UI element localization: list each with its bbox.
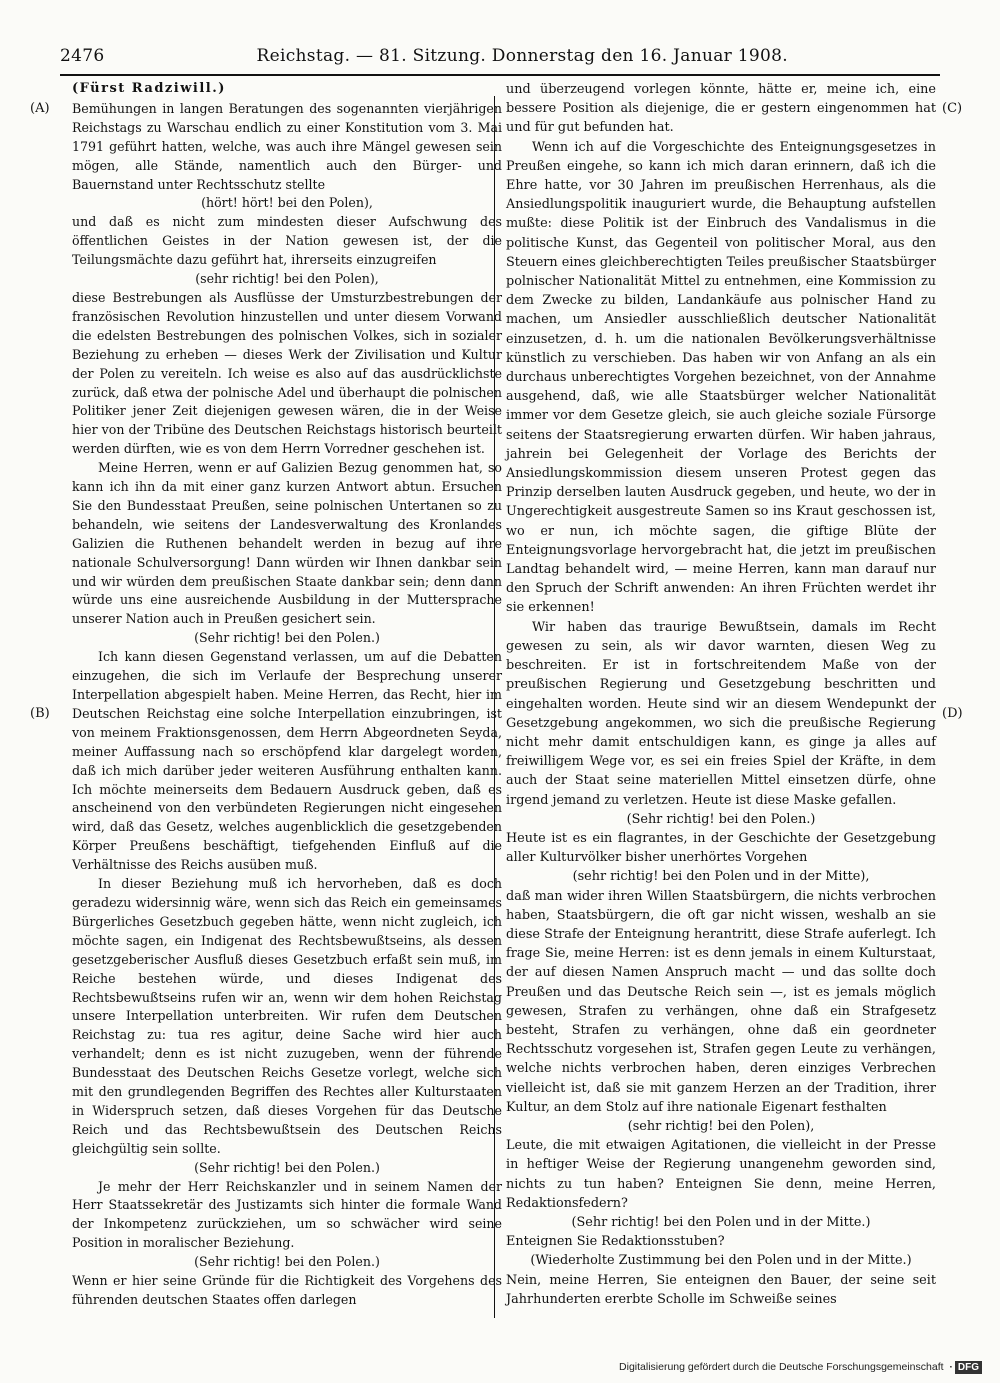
margin-marker-b: (B) xyxy=(30,706,50,721)
paragraph: Ich kann diesen Gegenstand verlassen, um auf die Debatten einzugehen, die sich im Verlaufe der Besprechung unserer Interpellation abgespielt haben. Meine Herren, das Recht, hier im Deutschen Reichstag eine solche Interpellation einzubringen, ist von meinem Fraktionsgenossen, dem Herrn Abgeordneten Seyda, meiner Auffassung nach so erschöpfend klar dargelegt worden, daß ich mich darüber jeder weiteren Ausführung enthalten kann. Ich möchte meinerseits dem Bedauern Ausdruck geben, daß es anscheinend von den verbündeten Regierungen nicht eingesehen wird, daß das Gesetz, welches augenblicklich die gesetzgebenden Körper Preußens beschäftigt, tiefgehenden Einfluß auf die Verhältnisse des Reichs ausüben muß. xyxy=(72,649,502,873)
interjection: (Sehr richtig! bei den Polen.) xyxy=(194,630,380,646)
paragraph: In dieser Beziehung muß ich hervorheben, daß es doch geradezu widersinnig wäre, wenn sich das Reich ein gemeinsames Bürgerliches Gesetzbuch gegeben hätte, wenn nicht zugleich, ich möchte sagen, ein Indigenat des Rechtsbewußtseins, als dessen gesetzgeberischer Ausfluß dieses Gesetzbuch erfaßt sein muß, im Reiche bestehen würde, und dieses Indigenat des Rechtsbewußtseins rufen wir an, wenn wir dem hohen Reichstag unsere Interpellation unterbreiten. Wir rufen dem Deutschen Reichstag zu: tua res agitur, deine Sache wird hier auch verhandelt; denn es ist nicht zuzugeben, wenn der führende Bundesstaat des Deutschen Reichs Gesetze vorlegt, welche sich mit den grundlegenden Begriffen des Rechtes aller Kulturstaaten in Widerspruch setzen, daß dieses Vorgehen für das Deutsche Reich und das Rechtsbewußtsein des Deutschen Reichs gleichgültig sein sollte. xyxy=(72,876,502,1156)
paragraph: Bemühungen in langen Beratungen des sogenannten vierjährigen Reichstags zu Warschau endlich zu einer Konstitution vom 3. Mai 1791 geführt hatten, welche, was auch ihre Mängel gewesen sein mögen, alle Stände, namentlich auch den Bürger- und Bauernstand unter Rechtsschutz stellte xyxy=(72,100,502,192)
interjection: (Wiederholte Zustimmung bei den Polen und in der Mitte.) xyxy=(530,1253,912,1269)
margin-marker-a: (A) xyxy=(30,101,50,116)
page-number: 2476 xyxy=(60,46,105,66)
paragraph: und daß es nicht zum mindesten dieser Aufschwung des öffentlichen Geistes in der Nation gewesen ist, der die Teilungsmächte dazu geführt hat, ihrerseits einzugreifen xyxy=(72,214,502,268)
page-header xyxy=(60,46,940,72)
paragraph: Wir haben das traurige Bewußtsein, damals im Recht gewesen zu sein, als wir davor warnten, diesen Weg zu beschreiten. Er ist in fortschreitendem Maße von der preußischen Regierung und Gesetzgebung beschritten und eingehalten worden. Heute sind wir an diesem Wendepunkt der Gesetzgebung angekommen, wo sich die preußische Regierung nicht mehr damit entschuldigen kann, es ginge ja alles auf freiwilligem Wege vor, es sei ein freies Spiel der Kräfte, in dem auch der Staat seine materiellen Mittel einsetzen dürfe, ohne irgend jemand zu verletzen. Heute ist diese Maske gefallen. xyxy=(506,619,936,808)
paragraph: diese Bestrebungen als Ausflüsse der Umsturzbestrebungen der französischen Revolution hinzustellen und unter diesem Vorwand die edelsten Bestrebungen des polnischen Volkes, sich in sozialer Beziehung zu erheben — dieses Werk der Zivilisation und Kultur der Polen zu vereiteln. Ich weise es also auf das ausdrücklichste zurück, daß etwa der polnische Adel und überhaupt die polnischen Politiker jener Zeit diejenigen gewesen wären, die in der Weise hier von der Tribüne des Deutschen Reichstags historisch beurteilt werden dürften, wie es von dem Herrn Vorredner geschehen ist. xyxy=(72,289,502,457)
interjection: (Sehr richtig! bei den Polen.) xyxy=(194,1159,380,1175)
interjection: (Sehr richtig! bei den Polen.) xyxy=(626,811,816,827)
interjection: (sehr richtig! bei den Polen), xyxy=(627,1118,815,1134)
paragraph: Wenn ich auf die Vorgeschichte des Enteignungsgesetzes in Preußen eingehe, so kann ich mich daran erinnern, daß ich die Ehre hatte, vor 30 Jahren im preußischen Herrenhaus, als die Ansiedlungspolitik inauguriert wurde, die Behauptung aufstellen mußte: diese Politik ist der Einbruch des Vandalismus in die politische Kunst, das Gegenteil von politischer Moral, aus den Steuern eines gleichberechtigten Teiles preußischer Staatsbürger polnischer Nationalität Mittel zu entnehmen, eine Kommission zu dem Zwecke zu bilden, Landankäufe aus polnischer Hand zu machen, um Ansiedler ausschließlich deutscher Nationalität einzusetzen, d. h. um die nationalen Bevölkerungsverhältnisse künstlich zu verschieben. Das haben wir von Anfang an als ein durchaus unberechtigtes Vorgehen bezeichnet, von der Annahme ausgehend, daß, wie alle Staatsbürger welcher Nationalität immer vor dem Gesetze gleich, sie auch gleiche soziale Fürsorge seitens der Staatsregierung erwarten dürfen. Wir haben jahraus, jahrein bei Gelegenheit der Vorlage des Berichts der Ansiedlungskommission diesem unseren Protest gegen das Prinzip derselben lauten Ausdruck gegeben, und heute, wo der in Ungerechtigkeit ausgestreute Samen so ins Kraut geschossen ist, wo er nun, ich möchte sagen, die giftige Blüte der Enteignungsvorlage hervorgebracht hat, die jetzt im preußischen Landtag behandelt wird, — meine Herren, kann man darauf nur den Spruch der Schrift anwenden: An ihren Früchten werdet ihr sie erkennen! xyxy=(506,139,936,616)
left-column xyxy=(72,80,502,1310)
interjection: (Sehr richtig! bei den Polen und in der Mitte.) xyxy=(571,1214,871,1230)
column-divider xyxy=(494,96,495,1318)
header-rule xyxy=(60,74,940,76)
paragraph: Nein, meine Herren, Sie enteignen den Bauer, der seine seit Jahrhunderten ererbte Scholle im Schweiße seines xyxy=(506,1272,936,1307)
paragraph: Heute ist es ein flagrantes, in der Geschichte der Gesetzgebung aller Kulturvölker bisher unerhörtes Vorgehen xyxy=(506,830,936,866)
page-title: Reichstag. — 81. Sitzung. Donnerstag den 16. Januar 1908. xyxy=(256,46,788,66)
interjection: (sehr richtig! bei den Polen und in der Mitte), xyxy=(572,869,870,885)
footer-text: Digitalisierung gefördert durch die Deutsche Forschungsgemeinschaft xyxy=(619,1361,944,1373)
speaker-label: (Fürst Radziwill.) xyxy=(72,81,226,96)
digitization-footer xyxy=(619,1358,982,1376)
paragraph: und überzeugend vorlegen könnte, hätte er, meine ich, eine bessere Position als diejenige, die er gestern eingenommen hat und für gut befunden hat. xyxy=(506,82,936,136)
paragraph: Je mehr der Herr Reichskanzler und in seinem Namen der Herr Staatssekretär des Justizamts sich hinter die formale Wand der Inkompetenz zurückziehen, um so schwächer wird seine Position in moralischer Beziehung. xyxy=(72,1178,502,1251)
interjection: (hört! hört! bei den Polen), xyxy=(201,195,373,211)
paragraph: Wenn er hier seine Gründe für die Richtigkeit des Vorgehens des führenden deutschen Staates offen darlegen xyxy=(72,1273,502,1307)
dfg-logo: · DFG xyxy=(950,1361,982,1374)
paragraph: Enteignen Sie Redaktionsstuben? xyxy=(506,1234,725,1250)
paragraph: Leute, die mit etwaigen Agitationen, die vielleicht in der Presse in heftiger Weise der Regierung unangenehm geworden sind, nichts zu tun haben? Enteignen Sie denn, meine Herren, Redaktionsfedern? xyxy=(506,1138,936,1211)
margin-marker-c: (C) xyxy=(942,101,963,116)
interjection: (sehr richtig! bei den Polen), xyxy=(195,271,379,287)
paragraph: Meine Herren, wenn er auf Galizien Bezug genommen hat, so kann ich ihn da mit einer ganz kurzen Antwort abtun. Ersuchen Sie den Bundesstaat Preußen, seine polnischen Untertanen so zu behandeln, wie seitens der Landesverwaltung des Kronlandes Galizien die Ruthenen behandelt werden in bezug auf ihre nationale Schulversorgung! Dann würden wir Ihnen dankbar sein und wir würden dem preußischen Staate dankbar sein; denn dann würde uns eine ausreichende Ausbildung in der Muttersprache unserer Nation auch in Preußen gesichert sein. xyxy=(72,460,502,627)
right-column xyxy=(506,80,936,1309)
margin-marker-d: (D) xyxy=(942,706,963,721)
interjection: (Sehr richtig! bei den Polen.) xyxy=(194,1254,380,1270)
paragraph: daß man wider ihren Willen Staatsbürgern, die nichts verbrochen haben, Staatsbürgern, die oft gar nicht wissen, weshalb an sie diese Strafe der Enteignung herantritt, diese Strafe auferlegt. Ich frage Sie, meine Herren: ist es denn jemals in einem Kulturstaat, der auf diesen Namen Anspruch macht — und das sollte doch Preußen und das Deutsche Reich sein —, ist es jemals möglich gewesen, Strafen zu verhängen, ohne daß ein Strafgesetz besteht, Strafen zu verhängen, ohne daß ein geordneter Rechtsschutz vorgesehen ist, Strafen gegen Leute zu verhängen, welche nichts verbrochen haben, deren einziges Verbrechen vielleicht ist, daß sie mit ganzem Herzen an der Tradition, ihrer Kultur, an dem Stolz auf ihre nationale Eigenart festhalten xyxy=(506,888,936,1115)
